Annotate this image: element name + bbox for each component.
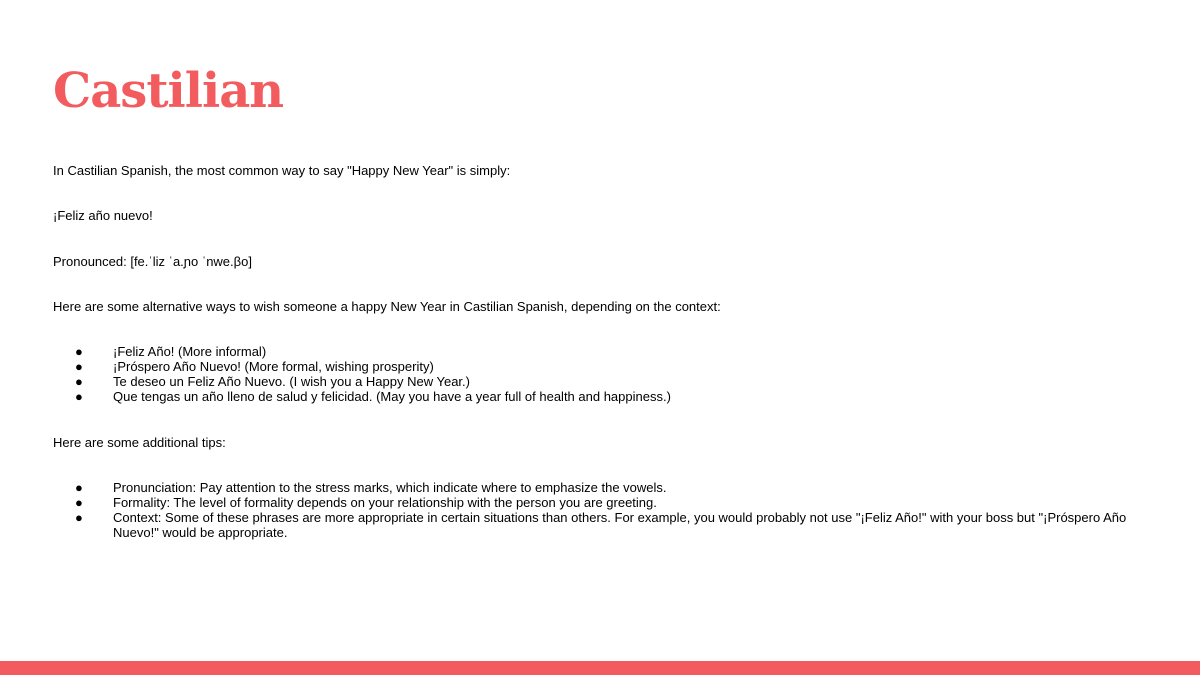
list-item-text: Pronunciation: Pay attention to the stress marks, which indicate where to emphasize the vowels. bbox=[113, 480, 667, 495]
tips-intro: Here are some additional tips: bbox=[53, 435, 226, 450]
list-item bbox=[53, 480, 1153, 495]
intro-text: In Castilian Spanish, the most common way to say "Happy New Year" is simply: bbox=[53, 163, 511, 178]
bullet-icon: ● bbox=[75, 374, 83, 389]
list-item-text: Que tengas un año lleno de salud y felicidad. (May you have a year full of health and happiness.) bbox=[113, 389, 671, 404]
list-item-text: ¡Próspero Año Nuevo! (More formal, wishing prosperity) bbox=[113, 359, 434, 374]
footer-accent-bar bbox=[0, 661, 1200, 675]
bullet-icon: ● bbox=[75, 359, 83, 374]
bullet-icon: ● bbox=[75, 480, 83, 495]
bullet-icon: ● bbox=[75, 344, 83, 359]
bullet-icon: ● bbox=[75, 389, 83, 404]
slide-title: Castilian bbox=[53, 63, 284, 119]
bullet-icon: ● bbox=[75, 495, 83, 510]
main-phrase: ¡Feliz año nuevo! bbox=[53, 208, 153, 223]
list-item bbox=[53, 344, 1153, 359]
list-item-text: Formality: The level of formality depends on your relationship with the person you are greeting. bbox=[113, 495, 657, 510]
list-item bbox=[53, 359, 1153, 374]
alternatives-intro: Here are some alternative ways to wish someone a happy New Year in Castilian Spanish, depending on the context: bbox=[53, 299, 721, 314]
list-item bbox=[53, 510, 1153, 540]
tips-list bbox=[53, 480, 1153, 540]
list-item-text: ¡Feliz Año! (More informal) bbox=[113, 344, 267, 359]
list-item bbox=[53, 495, 1153, 510]
list-item bbox=[53, 389, 1153, 404]
list-item bbox=[53, 374, 1153, 389]
list-item-text: Context: Some of these phrases are more appropriate in certain situations than others. For example, you would probably not use "¡Feliz Año!" with your boss but "¡Próspero Año Nuevo!" would be appropriate. bbox=[113, 510, 1127, 540]
alternatives-list bbox=[53, 344, 1153, 404]
bullet-icon: ● bbox=[75, 510, 83, 525]
pronunciation-text: Pronounced: [fe.ˈliz ˈa.ɲo ˈnwe.βo] bbox=[53, 254, 252, 269]
list-item-text: Te deseo un Feliz Año Nuevo. (I wish you a Happy New Year.) bbox=[113, 374, 470, 389]
